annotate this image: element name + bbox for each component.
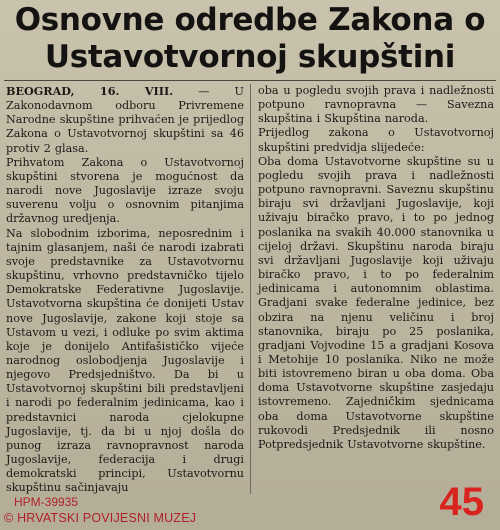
- article-right-column: [258, 84, 494, 452]
- right-column-text: oba u pogledu svojih prava i nadležnosti potpuno ravnopravna — Savezna skupština i Skupština naroda. Prijedlog zakona o Ustavotvornoj skupštini predvidja slijedeće: Oba doma Ustavotvorne skupštine su u pogledu svojih prava i nadležnosti potpuno ravnopravni. Saveznu skupštinu biraju svi državljani Jugoslavije, koji uživaju biračko pravo, i to po jednog poslanika na svakih 40.000 stanovnika u cijeloj državi. Skupštinu naroda biraju svi državljani Jugoslavije koji uživaju biračko pravo, i to po federalnim jedinicama i autonomnim oblastima. Gradjani svake federalne jedinice, bez obzira na njenu veličinu i broj stanovnika, biraju po 25 poslanika, gradjani Vojvodine 15 a gradjani Kosova i Metohije 10 poslanika. Niko ne može biti istovremeno biran u oba doma. Oba doma Ustavotvorne skupštine zasjedaju istovremeno. Zajedničkim sjednicama oba doma Ustavotvorne skupštine rukovodi Predsjednik ili nosno Potpredsjednik Ustavotvorne skupštine.: [258, 84, 494, 451]
- headline-line-2: Ustavotvornoj skupštini: [44, 39, 456, 75]
- article-dateline: BEOGRAD, 16. VIII.: [6, 84, 174, 98]
- page-number: 45: [439, 480, 484, 524]
- headline-line-1: Osnovne odredbe Zakona o: [14, 2, 486, 38]
- headline-rule: [4, 80, 496, 81]
- archive-code: HPM-39935: [14, 495, 79, 509]
- column-divider: [250, 84, 251, 494]
- article-left-column: [6, 84, 244, 496]
- article-headline: [0, 2, 500, 76]
- copyright-watermark: © HRVATSKI POVIJESNI MUZEJ: [4, 511, 197, 525]
- left-column-text: — U Zakonodavnom odboru Privremene Narodne skupštine prihvaćen je prijedlog Zakona o Ustavotvornoj skupštini sa 46 protiv 2 glasa. Prihvatom Zakona o Ustavotvornoj skupštini stvorena je mogućnost da narodi nove Jugoslavije izraze svoju suverenu volju o osnovnim pitanjima državnog uredjenja. Na slobodnim izborima, neposrednim i tajnim glasanjem, naši će narodi izabrati svoje predstavnike za Ustavotvornu skupštinu, vrhovno predstavničko tijelo Demokratske Federativne Jugoslavije. Ustavotvorna skupština će donijeti Ustav nove Jugoslavije, zakone koji stoje sa Ustavom u vezi, i odluke po svim aktima koje je donijelo Antifašističko vijeće narodnog oslobodjenja Jugoslavije i njegovo Predsjedništvo. Da bi u Ustavotvornoj skupštini bili predstavljeni i narodi po federalnim jedinicama, kao i predstavnici naroda cjelokupne Jugoslavije, tj. da bi u njoj došla do punog izraza ravnopravnost naroda Jugoslavije, federacija i drugi demokratski principi, Ustavotvornu skupštinu sačinjavaju: [6, 85, 244, 495]
